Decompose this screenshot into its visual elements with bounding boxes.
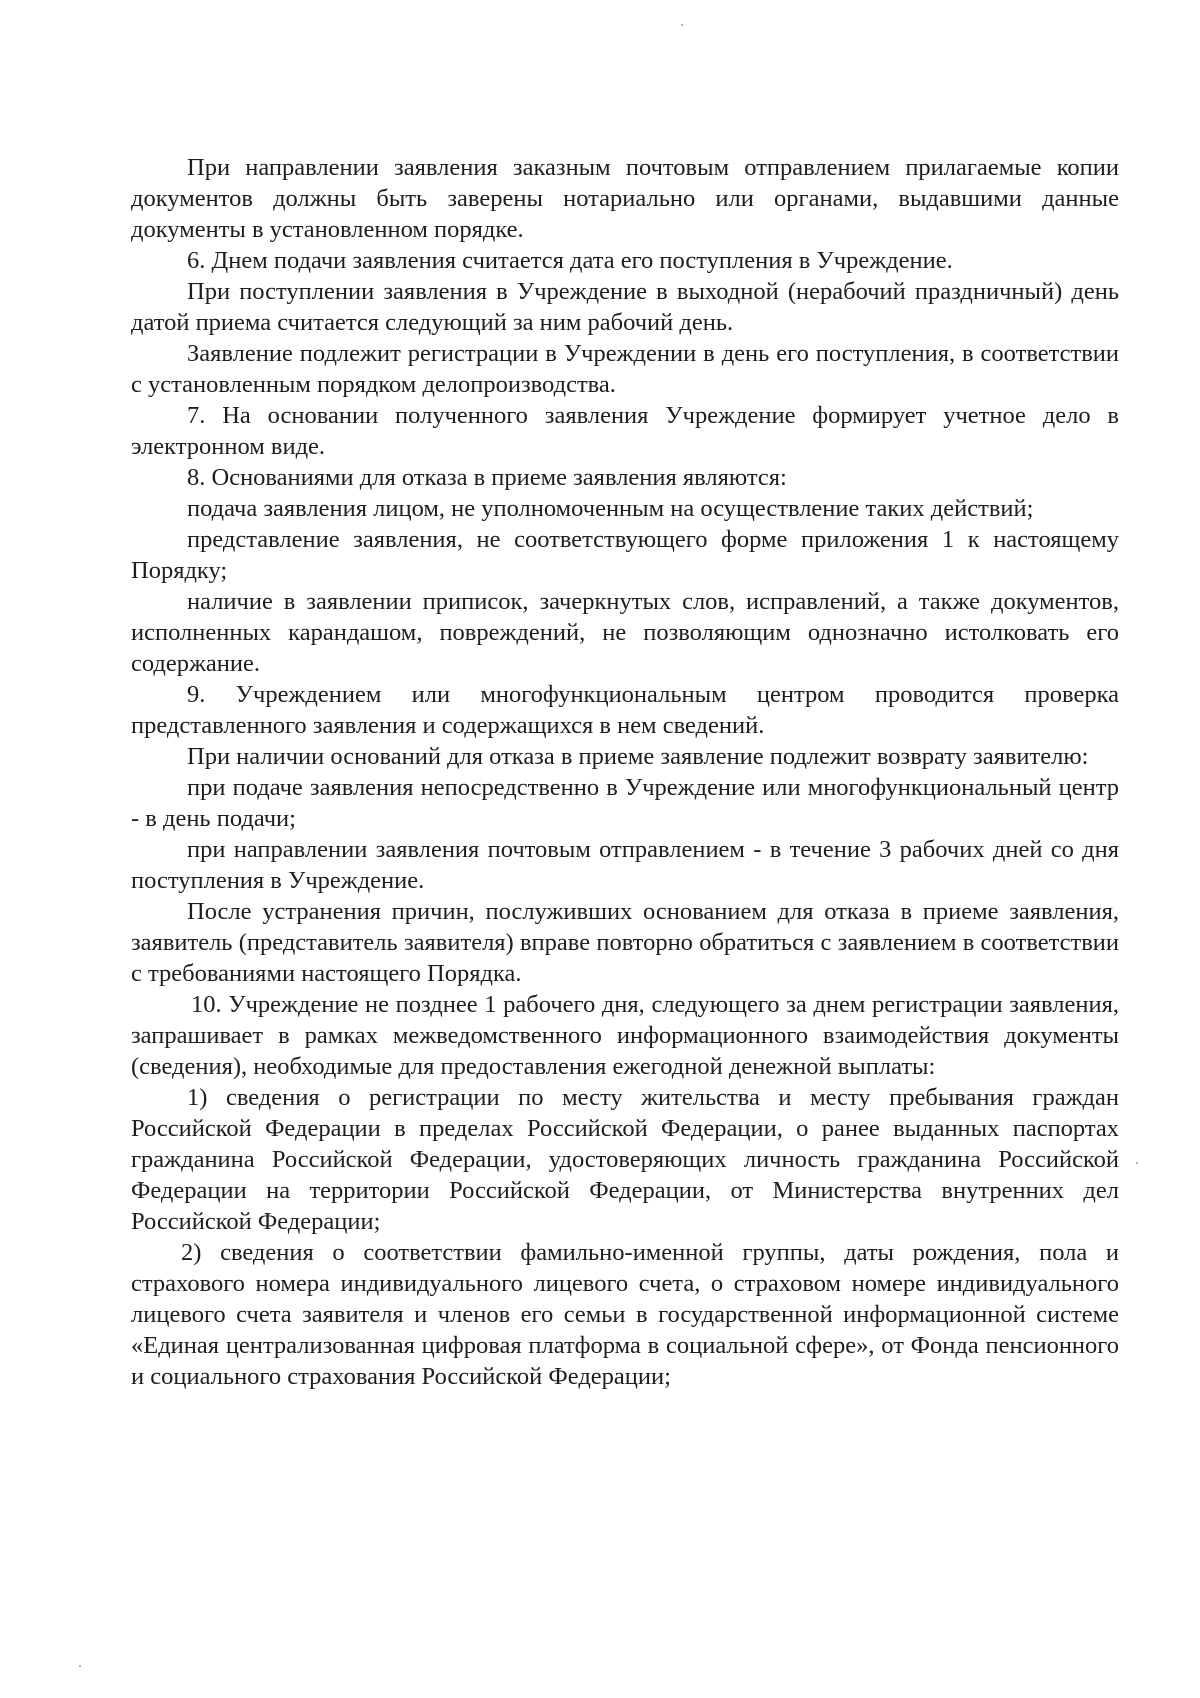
scan-speck [681, 24, 683, 26]
paragraph-item-10: 10. Учреждение не позднее 1 рабочего дня, следующего за днем регистрации заявления, запрашивает в рамках межведомственного информационного взаимодействия документы (сведения), необходимые для предоставления ежегодной денежной выплаты: [131, 991, 1119, 1080]
scan-speck [1136, 1162, 1138, 1164]
paragraph-certified-copies: При направлении заявления заказным почтовым отправлением прилагаемые копии документов должны быть заверены нотариально или органами, выдавшими данные документы в установленном порядке. [131, 154, 1119, 243]
paragraph-item-8: 8. Основаниями для отказа в приеме заявления являются: [187, 464, 787, 491]
paragraph-item-9: 9. Учреждением или многофункциональным центром проводится проверка представленного заявления и содержащихся в нем сведений. [131, 681, 1119, 739]
paragraph-return-by-mail: при направлении заявления почтовым отправлением - в течение 3 рабочих дней со дня поступления в Учреждение. [131, 836, 1119, 894]
paragraph-subitem-1: 1) сведения о регистрации по месту жительства и месту пребывания граждан Российской Федерации в пределах Российской Федерации, о ранее выданных паспортах гражданина Российской Федерации, удостоверяющих личность гражданина Российской Федерации на территории Российской Федерации, от Министерства внутренних дел Российской Федерации; [131, 1084, 1119, 1235]
paragraph-item-7: 7. На основании полученного заявления Учреждение формирует учетное дело в электронном виде. [131, 402, 1119, 460]
paragraph-item-6: 6. Днем подачи заявления считается дата его поступления в Учреждение. [187, 247, 953, 274]
paragraph-refusal-reason-1: подача заявления лицом, не уполномоченным на осуществление таких действий; [187, 495, 1034, 522]
paragraph-holiday-receipt: При поступлении заявления в Учреждение в выходной (нерабочий праздничный) день датой приема считается следующий за ним рабочий день. [131, 278, 1119, 336]
document-body [131, 152, 1119, 1392]
paragraph-return-in-person: при подаче заявления непосредственно в Учреждение или многофункциональный центр - в день подачи; [131, 774, 1119, 832]
paragraph-subitem-2: 2) сведения о соответствии фамильно-именной группы, даты рождения, пола и страхового номера индивидуального лицевого счета, о страховом номере индивидуального лицевого счета заявителя и членов его семьи в государственной информационной системе «Единая централизованная цифровая платформа в социальной сфере», от Фонда пенсионного и социального страхования Российской Федерации; [131, 1239, 1119, 1390]
paragraph-refusal-reason-2: представление заявления, не соответствующего форме приложения 1 к настоящему Порядку; [131, 526, 1119, 584]
paragraph-refusal-reason-3: наличие в заявлении приписок, зачеркнутых слов, исправлений, а также документов, исполненных карандашом, повреждений, не позволяющим однозначно истолковать его содержание. [131, 588, 1119, 677]
paragraph-registration: Заявление подлежит регистрации в Учреждении в день его поступления, в соответствии с установленным порядком делопроизводства. [131, 340, 1119, 398]
paragraph-return-to-applicant: При наличии оснований для отказа в приеме заявление подлежит возврату заявителю: [187, 743, 1089, 770]
scan-speck [79, 1665, 81, 1667]
paragraph-reapply: После устранения причин, послуживших основанием для отказа в приеме заявления, заявитель (представитель заявителя) вправе повторно обратиться с заявлением в соответствии с требованиями настоящего Порядка. [131, 898, 1119, 987]
